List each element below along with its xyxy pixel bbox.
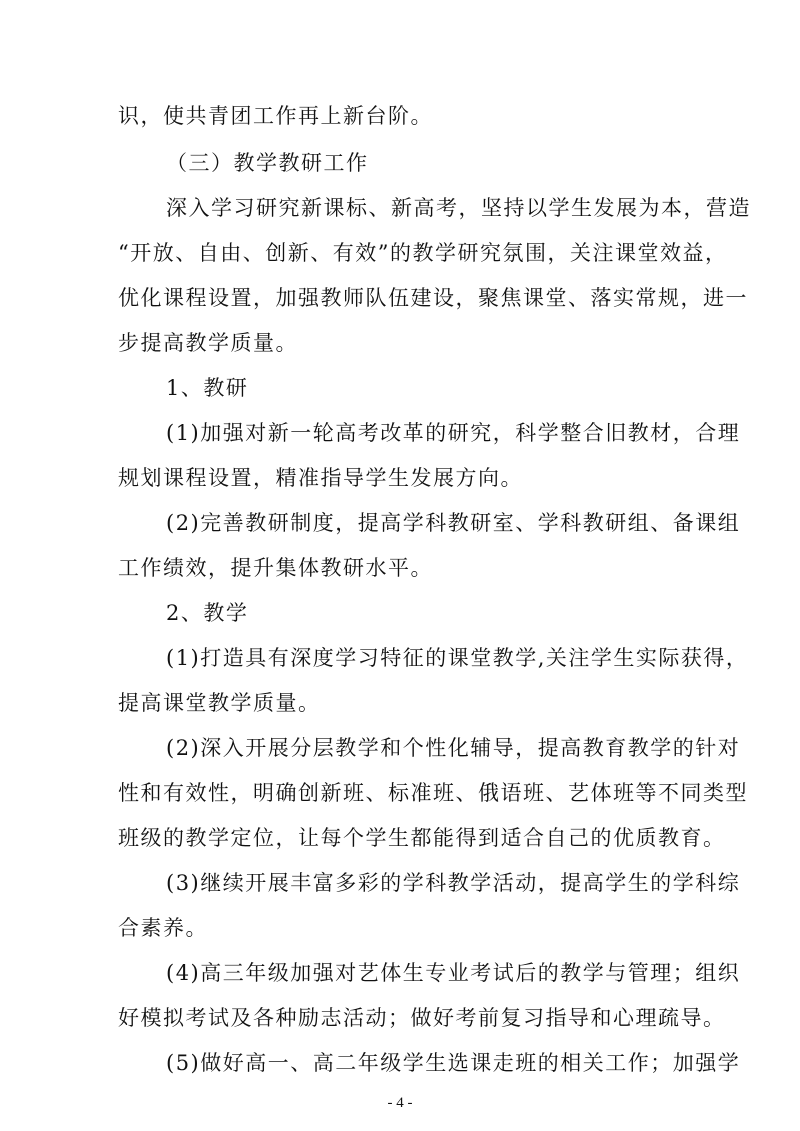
section-heading: （三）教学教研工作 [166,151,369,175]
text-line: (1)加强对新一轮高考改革的研究，科学整合旧教材，合理 [166,421,741,445]
page-number: - 4 - [387,1095,413,1111]
text-line: 性和有效性，明确创新班、标准班、俄语班、艺体班等不同类型 [118,781,748,805]
text-line: “开放、自由、创新、有效”的教学研究氛围，关注课堂效益， [118,241,728,265]
text-line: 班级的教学定位，让每个学生都能得到适合自己的优质教育。 [118,826,726,850]
text-line: 步提高教学质量。 [118,331,298,355]
text-line: 合素养。 [118,916,208,940]
text-line: (2)完善教研制度，提高学科教研室、学科教研组、备课组 [166,511,741,535]
text-line: 工作绩效，提升集体教研水平。 [118,556,433,580]
text-line: 优化课程设置，加强教师队伍建设，聚焦课堂、落实常规，进一 [118,286,748,310]
text-line: (5)做好高一、高二年级学生选课走班的相关工作；加强学 [166,1051,741,1075]
text-line: (4)高三年级加强对艺体生专业考试后的教学与管理；组织 [166,961,741,985]
text-line: 识，使共青团工作再上新台阶。 [118,104,433,128]
text-line: 规划课程设置，精准指导学生发展方向。 [118,466,523,490]
subsection-heading: 2、教学 [166,601,249,625]
text-line: (1)打造具有深度学习特征的课堂教学,关注学生实际获得， [166,646,749,670]
subsection-heading: 1、教研 [166,376,249,400]
text-line: 提高课堂教学质量。 [118,691,321,715]
text-line: (2)深入开展分层教学和个性化辅导，提高教育教学的针对 [166,736,741,760]
text-line: (3)继续开展丰富多彩的学科教学活动，提高学生的学科综 [166,871,741,895]
text-line: 好模拟考试及各种励志活动；做好考前复习指导和心理疏导。 [118,1006,726,1030]
text-line: 深入学习研究新课标、新高考，坚持以学生发展为本，营造 [166,196,751,220]
